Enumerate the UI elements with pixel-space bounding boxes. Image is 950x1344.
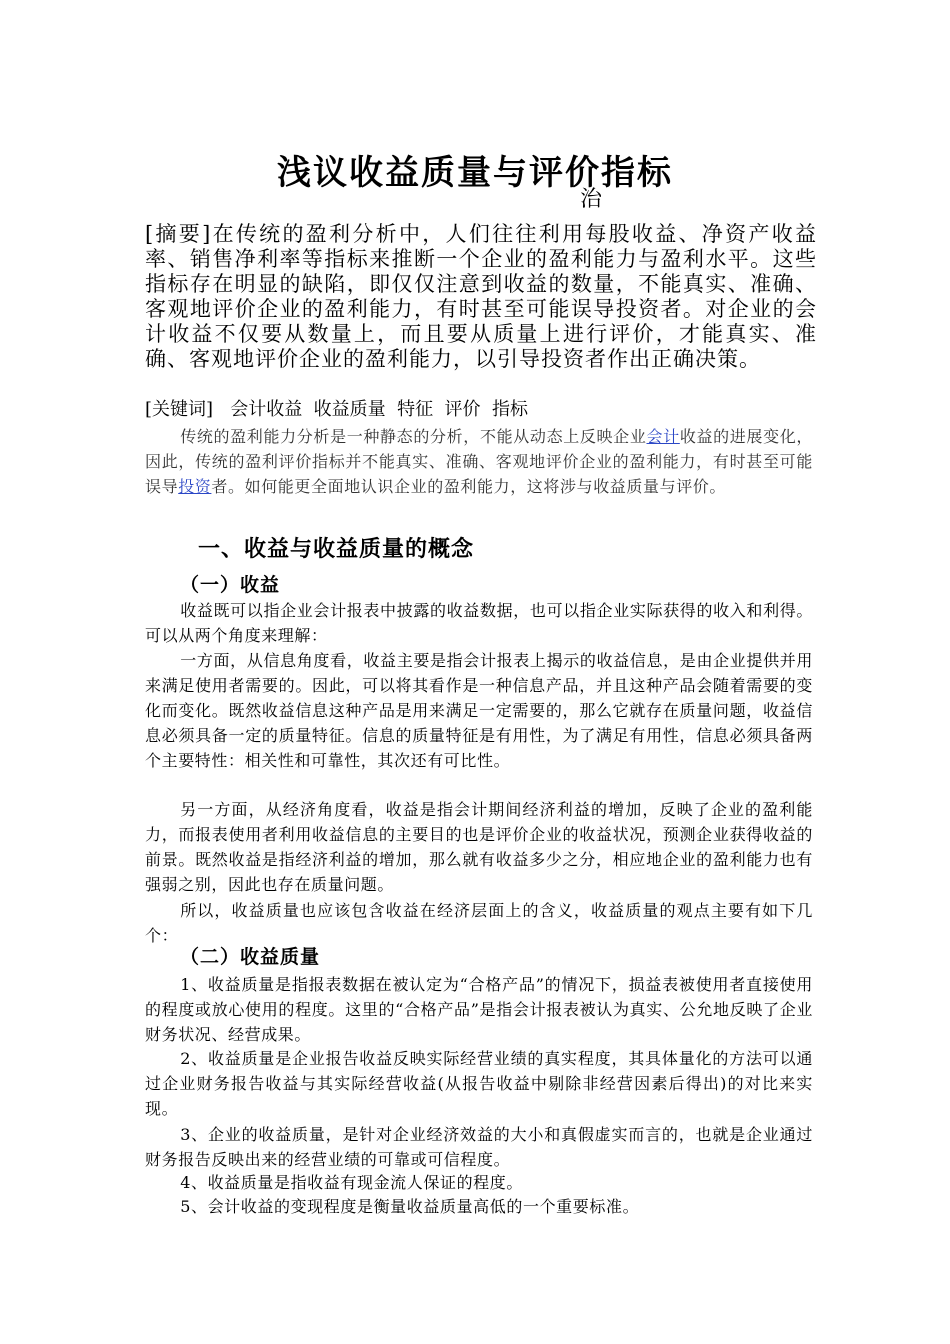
subsection-heading-income: （一）收益 bbox=[180, 574, 281, 596]
intro-text-part2: 收益的进展变化，因此，传统的盈利评价指标并不能真实、准确、客观地评价企业的盈利能力，有时甚至可能误导 bbox=[145, 427, 813, 496]
intro-text-part1: 传统的盈利能力分析是一种静态的分析，不能从动态上反映企业 bbox=[180, 427, 647, 446]
quality-item-2: 2、收益质量是企业报告收益反映实际经营业绩的真实程度，其具体量化的方法可以通过企业财务报告收益与其实际经营收益(从报告收益中剔除非经营因素后得出)的对比来实现。 bbox=[145, 1049, 813, 1118]
abstract-paragraph: [摘要]在传统的盈利分析中，人们往往利用每股收益、净资产收益率、销售净利率等指标来推断一个企业的盈利能力与盈利水平。这些指标存在明显的缺陷，即仅仅注意到收益的数量，不能真实、准确、客观地评价企业的盈利能力，有时甚至可能误导投资者。对企业的会计收益不仅要从数量上，而且要从质量上进行评价，才能真实、准确、客观地评价企业的盈利能力，以引导投资者作出正确决策。 bbox=[145, 222, 817, 371]
subsection-heading-income-quality: （二）收益质量 bbox=[180, 946, 321, 968]
quality-item-1: 1、收益质量是指报表数据在被认定为“合格产品”的情况下，损益表被使用者直接使用的程度或放心使用的程度。这里的“合格产品”是指会计报表被认为真实、公允地反映了企业财务状况、经营成果。 bbox=[145, 975, 813, 1044]
quality-item-4: 4、收益质量是指收益有现金流人保证的程度。 bbox=[180, 1173, 523, 1192]
intro-text-part3: 者。如何能更全面地认识企业的盈利能力，这将涉与收益质量与评价。 bbox=[211, 477, 727, 496]
quality-item-3: 3、企业的收益质量，是针对企业经济效益的大小和真假虚实而言的，也就是企业通过财务报告反映出来的经营业绩的可靠或可信程度。 bbox=[145, 1125, 813, 1169]
income-paragraph-3: 另一方面，从经济角度看，收益是指会计期间经济利益的增加，反映了企业的盈利能力，而报表使用者利用收益信息的主要目的也是评价企业的收益状况，预测企业获得收益的前景。既然收益是指经济利益的增加，那么就有收益多少之分，相应地企业的盈利能力也有强弱之别，因此也存在质量问题。 bbox=[145, 800, 813, 894]
document-title: 浅议收益质量与评价指标 bbox=[277, 152, 673, 193]
income-paragraph-2: 一方面，从信息角度看，收益主要是指会计报表上揭示的收益信息，是由企业提供并用来满足使用者需要的。因此，可以将其看作是一种信息产品，并且这种产品会随着需要的变化而变化。既然收益信息这种产品是用来满足一定需要的，那么它就存在质量问题，收益信息必须具备一定的质量特征。信息的质量特征是有用性，为了满足有用性，信息必须具备两个主要特性：相关性和可靠性，其次还有可比性。 bbox=[145, 651, 813, 770]
quality-item-5: 5、会计收益的变现程度是衡量收益质量高低的一个重要标准。 bbox=[180, 1197, 640, 1216]
accounting-link[interactable]: 会计 bbox=[646, 427, 680, 446]
keywords-line: [关键词] 会计收益 收益质量 特征 评价 指标 bbox=[145, 399, 528, 420]
income-paragraph-1: 收益既可以指企业会计报表中披露的收益数据，也可以指企业实际获得的收入和利得。可以从两个角度来理解： bbox=[145, 601, 813, 645]
section-heading-1: 一、收益与收益质量的概念 bbox=[198, 536, 475, 562]
income-paragraph-4: 所以，收益质量也应该包含收益在经济层面上的含义，收益质量的观点主要有如下几个： bbox=[145, 901, 813, 945]
investment-link[interactable]: 投资 bbox=[178, 477, 212, 496]
intro-paragraph bbox=[145, 424, 813, 499]
author-name: 治 bbox=[580, 187, 603, 212]
